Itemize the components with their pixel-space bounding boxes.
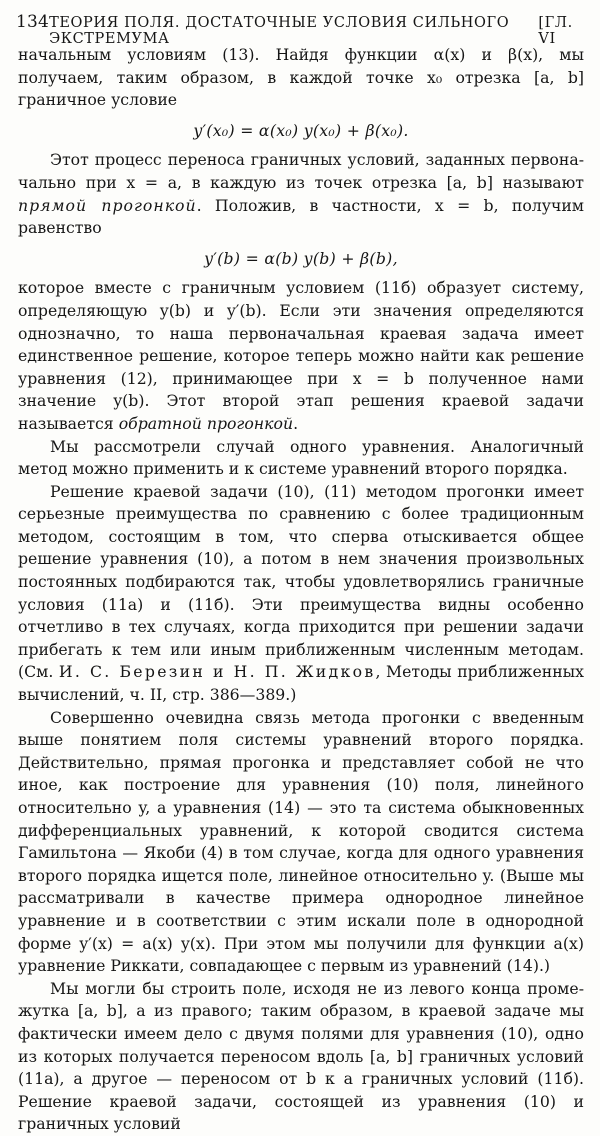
chapter-label: [ГЛ. VI: [538, 15, 573, 47]
paragraph-5-text-a: Решение краевой задачи (10), (11) методом прогонки имеет серьезные преимущества по сравнению с более традиционным методом, состоящим в том, что сперва отыскивается общее решение уравнения (10), а потом в нем значения произвольных постоянных подбираются так, чтобы удовлетворялись граничные условия (11а) и (11б). Эти преимущества видны особенно отчетливо в тех случаях, когда приходится при решении задачи прибегать к тем или иным приближенным численным методам. (См.: [18, 481, 584, 682]
paragraph-5: [18, 481, 584, 707]
paragraph-7: Мы могли бы строить поле, исходя не из левого конца промежутка [a, b], а из правого; таким образом, в краевой задаче мы фактически имеем дело с двумя полями для уравнения (10), одно из которых получается переносом вдоль [a, b] граничных условий (11а), а другое — переносом от b к a граничных условий (11б). Решение краевой задачи, состоящей из уравнения (10) и граничных условий: [18, 978, 584, 1134]
paragraph-2: [18, 149, 584, 239]
paragraph-5-text-b: , Методы приближенных вычислений, ч. II, стр. 386—389.): [18, 662, 584, 705]
paragraph-3-text-b: .: [293, 413, 299, 433]
formula-1: y′(x₀) = α(x₀) y(x₀) + β(x₀).: [193, 120, 409, 140]
running-title: ТЕОРИЯ ПОЛЯ. ДОСТАТОЧНЫЕ УСЛОВИЯ СИЛЬНОГО ЭКСТРЕМУМА: [49, 15, 510, 47]
paragraph-3-text-a: которое вместе с граничным условием (11б) образует систему, определяющую y(b) и y′(b). Если эти значения определяются однозначно, то наша первоначальная краевая задача имеет единственное решение, которое теперь можно найти как решение уравнения (12), принимающее при x = b полученное нами значение y(b). Этот второй этап решения краевой задачи называется: [18, 278, 584, 433]
paragraph-3: [18, 277, 584, 435]
paragraph-6: Совершенно очевидна связь метода прогонки с введенным выше понятием поля системы уравнений второго порядка. Действительно, прямая прогонка и представляет собой не что иное, как построение для уравнения (10) поля, линейного относительно y, а уравнения (14) — это та система обыкновенных дифференциальных уравнений, к которой сводится система Гамильтона — Якоби (4) в том случае, когда для одного уравнения второго порядка ищется поле, линейное относительно y. (Выше мы рассматривали в качестве примера однородное линейное уравнение и в соответствии с этим искали поле в однородной форме y′(x) = a(x) y(x). При этом мы получили для функции a(x) уравнение Риккати, совпадающее с первым из уравнений (14).): [18, 707, 584, 976]
paragraph-2-text-b: . Положив, в частности, x = b, получим равенство: [18, 195, 585, 238]
page-body: [18, 44, 584, 1136]
paragraph-2-text-a: Этот процесс переноса граничных условий, заданных первоначально при x = a, в каждую из точек отрезка [a, b] называют: [18, 150, 584, 192]
running-header: [16, 12, 586, 47]
page-number: 134: [16, 12, 50, 32]
formula-2: y′(b) = α(b) y(b) + β(b),: [204, 248, 398, 268]
paragraph-4: Мы рассмотрели случай одного уравнения. Аналогичный метод можно применить и к системе уравнений второго порядка.: [18, 436, 584, 479]
term-reverse-sweep: обратной прогонкой: [118, 413, 294, 433]
reference-authors: И. С. Березин и Н. П. Жидков: [58, 662, 376, 682]
term-direct-sweep: прямой прогонкой: [18, 195, 197, 215]
paragraph-1: начальным условиям (13). Найдя функции α(x) и β(x), мы получаем, таким образом, в каждой точке x₀ отрезка [a, b] граничное условие: [18, 45, 584, 110]
